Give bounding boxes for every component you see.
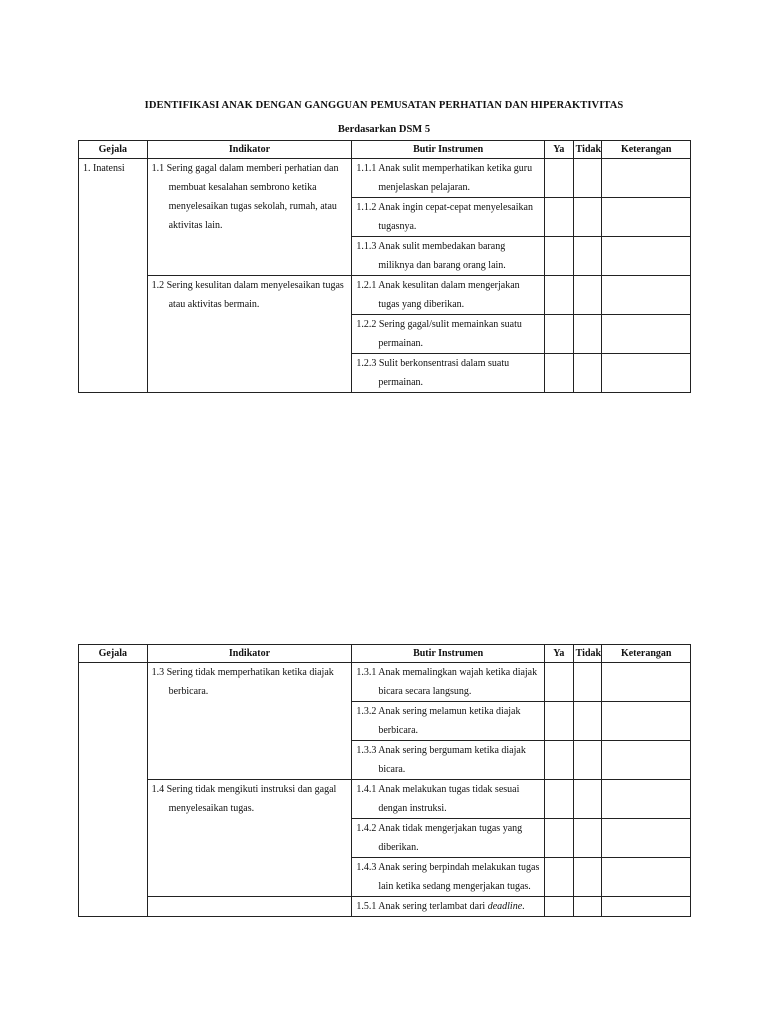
butir-1-3-1: 1.3.1 Anak memalingkan wajah ketika diajak bicara secara langsung. bbox=[356, 667, 538, 697]
butir-1-4-1: 1.4.1 Anak melakukan tugas tidak sesuai dengan instruksi. bbox=[356, 784, 520, 814]
gejala-cell bbox=[79, 663, 148, 917]
butir-1-1-2: 1.1.2 Anak ingin cepat-cepat menyelesaikan tugasnya. bbox=[356, 202, 533, 232]
indikator-1-4: 1.4 Sering tidak mengikuti instruksi dan gagal menyelesaikan tugas. bbox=[151, 784, 337, 814]
keterangan-cell[interactable] bbox=[602, 354, 691, 393]
butir-1-5-1 bbox=[356, 897, 540, 916]
butir-cell bbox=[352, 198, 545, 237]
butir-1-5-1-period: . bbox=[522, 901, 525, 912]
butir-1-2-1: 1.2.1 Anak kesulitan dalam mengerjakan tugas yang diberikan. bbox=[356, 280, 520, 310]
butir-cell bbox=[352, 741, 545, 780]
keterangan-cell[interactable] bbox=[602, 702, 691, 741]
header-keterangan: Keterangan bbox=[602, 141, 691, 159]
keterangan-cell[interactable] bbox=[602, 819, 691, 858]
ya-cell[interactable] bbox=[544, 741, 573, 780]
tidak-cell[interactable] bbox=[573, 858, 602, 897]
table-row bbox=[79, 897, 691, 917]
butir-cell bbox=[352, 858, 545, 897]
keterangan-cell[interactable] bbox=[602, 858, 691, 897]
ya-cell[interactable] bbox=[544, 858, 573, 897]
header-keterangan: Keterangan bbox=[602, 645, 691, 663]
indikator-cell bbox=[147, 276, 352, 393]
tidak-cell[interactable] bbox=[573, 315, 602, 354]
tidak-cell[interactable] bbox=[573, 159, 602, 198]
butir-cell bbox=[352, 663, 545, 702]
keterangan-cell[interactable] bbox=[602, 198, 691, 237]
butir-1-5-1-text: 1.5.1 Anak sering terlambat dari bbox=[356, 901, 486, 912]
butir-1-1-1: 1.1.1 Anak sulit memperhatikan ketika guru menjelaskan pelajaran. bbox=[356, 163, 533, 193]
tidak-cell[interactable] bbox=[573, 198, 602, 237]
ya-cell[interactable] bbox=[544, 702, 573, 741]
butir-cell bbox=[352, 237, 545, 276]
header-ya: Ya bbox=[544, 141, 573, 159]
header-butir-instrumen: Butir Instrumen bbox=[352, 645, 545, 663]
document-subtitle: Berdasarkan DSM 5 bbox=[337, 124, 431, 135]
butir-cell bbox=[352, 354, 545, 393]
ya-cell[interactable] bbox=[544, 780, 573, 819]
tidak-cell[interactable] bbox=[573, 702, 602, 741]
header-tidak: Tidak bbox=[573, 645, 602, 663]
header-indikator: Indikator bbox=[147, 141, 352, 159]
keterangan-cell[interactable] bbox=[602, 780, 691, 819]
indikator-cell bbox=[147, 663, 352, 780]
header-indikator: Indikator bbox=[147, 645, 352, 663]
indikator-cell bbox=[147, 897, 352, 917]
keterangan-cell[interactable] bbox=[602, 663, 691, 702]
keterangan-cell[interactable] bbox=[602, 276, 691, 315]
ya-cell[interactable] bbox=[544, 276, 573, 315]
butir-1-4-3: 1.4.3 Anak sering berpindah melakukan tugas lain ketika sedang mengerjakan tugas. bbox=[356, 862, 540, 892]
butir-cell bbox=[352, 897, 545, 917]
butir-1-1-3: 1.1.3 Anak sulit membedakan barang miliknya dan barang orang lain. bbox=[356, 241, 506, 271]
butir-1-2-3: 1.2.3 Sulit berkonsentrasi dalam suatu permainan. bbox=[356, 358, 510, 388]
tidak-cell[interactable] bbox=[573, 354, 602, 393]
header-tidak: Tidak bbox=[573, 141, 602, 159]
indikator-cell bbox=[147, 159, 352, 276]
butir-1-4-2: 1.4.2 Anak tidak mengerjakan tugas yang diberikan. bbox=[356, 823, 523, 853]
header-ya: Ya bbox=[544, 645, 573, 663]
butir-cell bbox=[352, 819, 545, 858]
ya-cell[interactable] bbox=[544, 819, 573, 858]
tidak-cell[interactable] bbox=[573, 276, 602, 315]
gejala-cell bbox=[79, 159, 148, 393]
table-row bbox=[79, 780, 691, 819]
ya-cell[interactable] bbox=[544, 315, 573, 354]
butir-cell bbox=[352, 702, 545, 741]
keterangan-cell[interactable] bbox=[602, 159, 691, 198]
ya-cell[interactable] bbox=[544, 354, 573, 393]
instrument-table-1 bbox=[78, 140, 691, 393]
instrument-table-2 bbox=[78, 644, 691, 917]
butir-1-2-2: 1.2.2 Sering gagal/sulit memainkan suatu permainan. bbox=[356, 319, 522, 349]
tidak-cell[interactable] bbox=[573, 780, 602, 819]
butir-1-3-3: 1.3.3 Anak sering bergumam ketika diajak bicara. bbox=[356, 745, 526, 775]
table-header-row bbox=[79, 645, 691, 663]
header-gejala: Gejala bbox=[79, 141, 148, 159]
tidak-cell[interactable] bbox=[573, 663, 602, 702]
butir-cell bbox=[352, 276, 545, 315]
indikator-cell bbox=[147, 780, 352, 897]
indikator-1-1: 1.1 Sering gagal dalam memberi perhatian dan membuat kesalahan sembrono ketika menyelesaikan tugas sekolah, rumah, atau aktivitas lain. bbox=[151, 163, 339, 231]
table-row bbox=[79, 663, 691, 702]
header-butir-instrumen: Butir Instrumen bbox=[352, 141, 545, 159]
keterangan-cell[interactable] bbox=[602, 315, 691, 354]
keterangan-cell[interactable] bbox=[602, 741, 691, 780]
butir-1-5-1-deadline: deadline bbox=[487, 901, 523, 912]
ya-cell[interactable] bbox=[544, 159, 573, 198]
header-gejala: Gejala bbox=[79, 645, 148, 663]
ya-cell[interactable] bbox=[544, 897, 573, 917]
keterangan-cell[interactable] bbox=[602, 897, 691, 917]
document-title: IDENTIFIKASI ANAK DENGAN GANGGUAN PEMUSATAN PERHATIAN DAN HIPERAKTIVITAS bbox=[144, 100, 624, 111]
indikator-1-3: 1.3 Sering tidak memperhatikan ketika diajak berbicara. bbox=[151, 667, 334, 697]
gejala-inatensi: 1. Inatensi bbox=[83, 163, 125, 174]
indikator-1-2: 1.2 Sering kesulitan dalam menyelesaikan tugas atau aktivitas bermain. bbox=[151, 280, 344, 310]
butir-cell bbox=[352, 159, 545, 198]
ya-cell[interactable] bbox=[544, 198, 573, 237]
table-header-row bbox=[79, 141, 691, 159]
butir-cell bbox=[352, 780, 545, 819]
butir-1-3-2: 1.3.2 Anak sering melamun ketika diajak berbicara. bbox=[356, 706, 521, 736]
tidak-cell[interactable] bbox=[573, 741, 602, 780]
tidak-cell[interactable] bbox=[573, 237, 602, 276]
tidak-cell[interactable] bbox=[573, 897, 602, 917]
keterangan-cell[interactable] bbox=[602, 237, 691, 276]
table-row bbox=[79, 159, 691, 198]
table-row bbox=[79, 276, 691, 315]
ya-cell[interactable] bbox=[544, 663, 573, 702]
tidak-cell[interactable] bbox=[573, 819, 602, 858]
butir-cell bbox=[352, 315, 545, 354]
ya-cell[interactable] bbox=[544, 237, 573, 276]
